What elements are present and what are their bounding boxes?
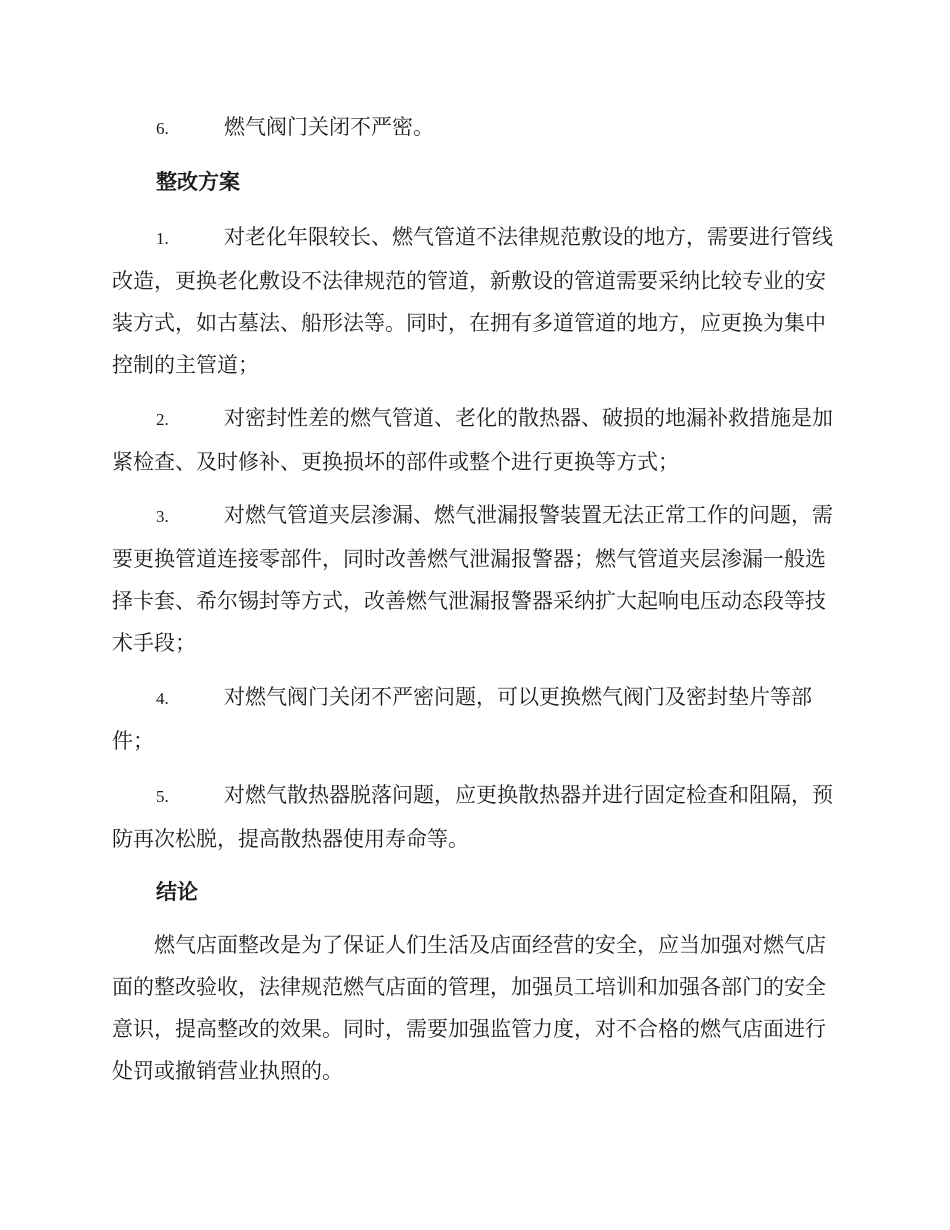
plan-item-4 [112, 676, 834, 762]
list-number: 5. [156, 787, 169, 806]
list-number: 4. [156, 689, 169, 708]
plan-item-5 [112, 774, 834, 860]
list-text: 对密封性差的燃气管道、老化的散热器、破损的地漏补救措施是加紧检查、及时修补、更换损坏的部件或整个进行更换等方式； [112, 406, 833, 474]
list-text: 对燃气管道夹层渗漏、燃气泄漏报警装置无法正常工作的问题，需要更换管道连接零部件，同时改善燃气泄漏报警器；燃气管道夹层渗漏一般选择卡套、希尔锡封等方式，改善燃气泄漏报警器采纳扩大起响电压动态段等技术手段； [112, 503, 833, 655]
section-heading-conclusion: 结论 [156, 880, 198, 904]
section-heading-plan: 整改方案 [156, 170, 240, 194]
plan-item-2 [112, 397, 834, 483]
plan-item-1 [112, 216, 834, 386]
list-text: 燃气阀门关闭不严密。 [224, 115, 434, 139]
conclusion-paragraph: 燃气店面整改是为了保证人们生活及店面经营的安全，应当加强对燃气店面的整改验收，法律规范燃气店面的管理，加强员工培训和加强各部门的安全意识，提高整改的效果。同时，需要加强监管力度，对不合格的燃气店面进行处罚或撤销营业执照的。 [112, 933, 826, 1083]
plan-item-3 [112, 494, 834, 664]
list-text: 对燃气阀门关闭不严密问题，可以更换燃气阀门及密封垫片等部件； [112, 685, 812, 753]
list-number: 1. [156, 229, 169, 248]
list-text: 对燃气散热器脱落问题，应更换散热器并进行固定检查和阻隔，预防再次松脱，提高散热器使用寿命等。 [112, 783, 833, 851]
list-item-6 [112, 106, 834, 150]
list-text: 对老化年限较长、燃气管道不法律规范敷设的地方，需要进行管线改造，更换老化敷设不法律规范的管道，新敷设的管道需要采纳比较专业的安装方式，如古墓法、船形法等。同时，在拥有多道管道的地方，应更换为集中控制的主管道； [112, 225, 833, 377]
list-number: 3. [156, 507, 169, 526]
list-number: 6. [156, 119, 169, 138]
list-number: 2. [156, 410, 169, 429]
